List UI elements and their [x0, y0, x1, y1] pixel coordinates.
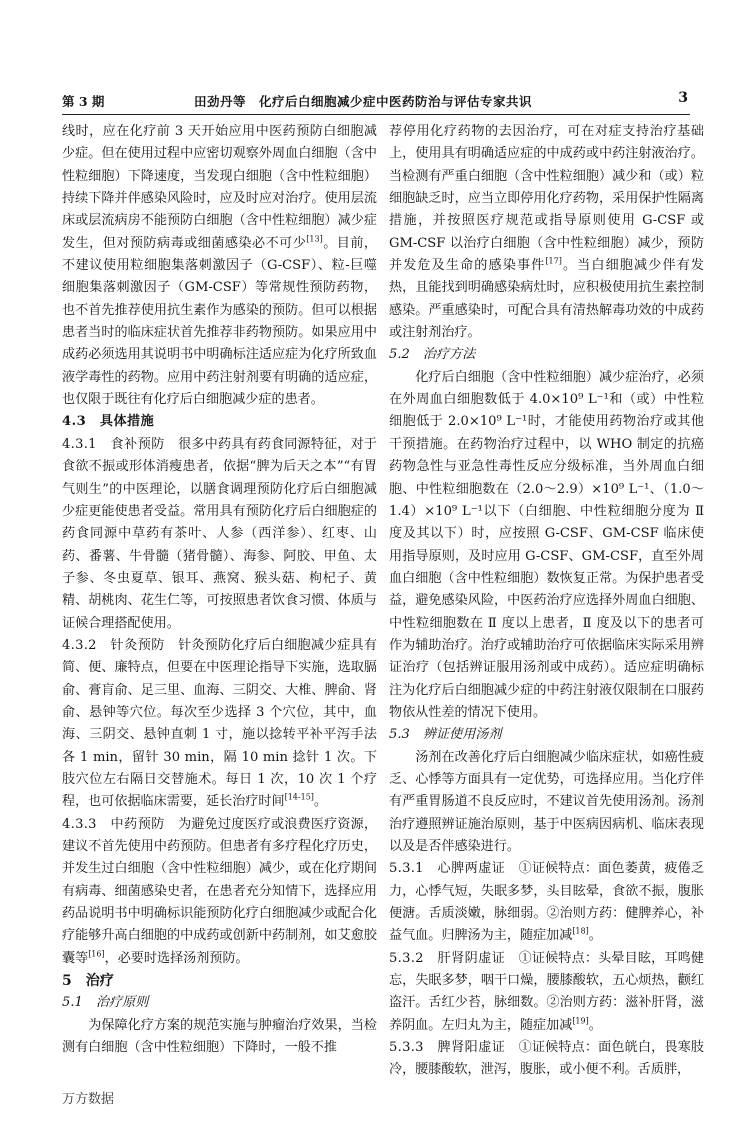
running-header	[62, 89, 690, 111]
paragraph-5-1: 为保障化疗方案的规范实施与肿瘤治疗效果，当检测有白细胞（含中性粒细胞）下降时，一般不推	[62, 1017, 377, 1056]
citation: [13]	[306, 234, 323, 244]
paragraph-5-3: 汤剂在改善化疗后白细胞减少临床症状，如癌性疲乏、心悸等方面具有一定优势，可选择应用。当化疗伴有严重胃肠道不良反应时，不建议首先使用汤剂。汤剂治疗遵照辨证施治原则，基于中医病因病机、临床表现以及是否伴感染进行。	[389, 749, 704, 854]
section-heading-5-3: 5.3 辨证使用汤剂	[389, 727, 502, 743]
subsection-heading-5-3-1: 5.3.1 心脾两虚证	[389, 861, 506, 877]
section-heading-5-2: 5.2 治疗方法	[389, 347, 476, 363]
citation: [18]	[572, 927, 589, 937]
subsection-heading-4-3-1: 4.3.1 食补预防	[62, 436, 165, 452]
citation: [17]	[545, 256, 562, 266]
citation: [19]	[572, 1016, 589, 1026]
paragraph-5-3-1: 5.3.1 心脾两虚证 ①证候特点：面色萎黄，疲倦乏力，心悸气短，失眠多梦，头目眩晕，食欲不振，腹胀便溏。舌质淡嫩，脉细弱。②治则方药：健脾养心，补益气血。归脾汤为主，随症加减[18]。	[389, 861, 705, 944]
left-column	[62, 121, 377, 1059]
issue-label: 第 3 期	[62, 94, 105, 109]
paragraph-4-3-1: 4.3.1 食补预防 很多中药具有药食同源特征，对于食欲不振或形体消瘦患者，依据“脾为后天之本”“有胃气则生”的中医理论，以膳食调理预防化疗后白细胞减少症更能使患者受益。常用具有预防化疗后白细胞症的药食同源中草药有茶叶、人参（西洋参）、红枣、山药、番薯、牛骨髓（猪骨髓）、海参、阿胶、甲鱼、太子参、冬虫夏草、银耳、燕窝、猴头菇、枸杞子、黄精、胡桃肉、花生仁等，可按照患者饮食习惯、体质与证候合理搭配使用。	[62, 436, 377, 631]
paragraph-5-3-3: 5.3.3 脾肾阳虚证 ①证候特点：面色㿠白，畏寒肢冷，腰膝酸软，泄泻，腹胀，或小便不利。舌质胖，	[389, 1040, 705, 1078]
section-heading-4-3: 4.3 具体措施	[62, 414, 155, 430]
watermark-footer: 万方数据	[62, 1092, 115, 1107]
subsection-heading-5-3-2: 5.3.2 肝肾阴虚证	[389, 950, 506, 966]
running-title: 田劲丹等 化疗后白细胞减少症中医药防治与评估专家共识	[194, 94, 533, 109]
section-heading-5-1: 5.1 治疗原则	[62, 995, 149, 1011]
subsection-heading-5-3-3: 5.3.3 脾肾阳虚证	[389, 1040, 506, 1056]
citation: [14-15]	[284, 792, 314, 802]
paragraph-4-3-3: 4.3.3 中药预防 为避免过度医疗或浪费医疗资源，建议不首先使用中药预防。但患者有多疗程化疗历史，并发生过白细胞（含中性粒细胞）减少，或在化疗期间有病毒、细菌感染史者，在患者充分知情下，选择应用药品说明书中明确标识能预防化疗白细胞减少或配合化疗能够升高白细胞的中成药或创新中药制剂，如艾愈胶囊等[16]，必要时选择汤剂预防。	[62, 816, 377, 966]
paragraph-5-1-cont: 荐停用化疗药物的去因治疗，可在对症支持治疗基础上，使用具有明确适应症的中成药或中药注射液治疗。当检测有严重白细胞（含中性粒细胞）减少和（或）粒细胞缺乏时，应当立即停用化疗药物，采用保护性隔离措施，并按照医疗规范或指导原则使用 G-CSF 或 GM-CSF 以治疗白细胞（含中性粒细胞）减少，预防并发危及生命的感染事件[17]。当白细胞减少伴有发热，且能找到明确感染病灶时，应积极使用抗生素控制感染。严重感染时，可配合具有清热解毒功效的中成药或注射剂治疗。	[389, 124, 705, 341]
paragraph-4-3-2: 4.3.2 针灸预防 针灸预防化疗后白细胞减少症具有简、便、廉特点，但要在中医理论指导下实施，选取膈俞、膏肓俞、足三里、血海、三阴交、大椎、脾俞、肾俞、悬钟等穴位。每次至少选择 3 个穴位，其中，血海、三阴交、悬钟直刺 1 寸，施以捻转平补平泻手法各 1 min，留针 30 min，隔 10 min 捻针 1 次。下肢穴位左右隔日交替施术。每日 1 次，10 次 1 个疗程，也可依据临床需要，延长治疗时间[14-15]。	[62, 637, 377, 810]
section-heading-5: 5 治疗	[62, 973, 114, 990]
right-column	[389, 121, 704, 1082]
subsection-heading-4-3-3: 4.3.3 中药预防	[62, 816, 165, 832]
paragraph-prevention-intro: 线时，应在化疗前 3 天开始应用中医药预防白细胞减少症。但在使用过程中应密切观察外周血白细胞（含中性粒细胞）下降速度，当发现白细胞（含中性粒细胞）持续下降并伴感染风险时，应及时应对治疗。使用层流床或层流病房不能预防白细胞（含中性粒细胞）减少症发生，但对预防病毒或细菌感染必不可少[13]。目前，不建议使用粒细胞集落刺激因子（G-CSF）、粒-巨噬细胞集落刺激因子（GM-CSF）等常规性预防药物，也不首先推荐使用抗生素作为感染的预防。但可以根据患者当时的临床症状首先推荐非药物预防。如果应用中成药必须选用其说明书中明确标注适应症为化疗所致血液学毒性的药物。应用中药注射剂要有明确的适应症，也仅限于既往有化疗后白细胞减少症的患者。	[62, 124, 378, 408]
subsection-heading-4-3-2: 4.3.2 针灸预防	[62, 637, 165, 653]
paragraph-5-2: 化疗后白细胞（含中性粒细胞）减少症治疗，必须在外周血白细胞数低于 4.0×10⁹ L⁻¹和（或）中性粒细胞低于 2.0×10⁹ L⁻¹时，才能使用药物治疗或其他干预措施。在药物治疗过程中，以 WHO 制定的抗癌药物急性与亚急性毒性反应分级标准，当外周血白细胞、中性粒细胞数在（2.0～2.9）×10⁹ L⁻¹、（1.0～1.4）×10⁹ L⁻¹以下（白细胞、中性粒细胞分度为 Ⅱ 度及其以下）时，应按照 G-CSF、GM-CSF 临床使用指导原则，及时应用 G-CSF、GM-CSF，直至外周血白细胞（含中性粒细胞）数恢复正常。为保护患者受益，避免感染风险，中医药治疗应选择外周血白细胞、中性粒细胞数在 Ⅱ 度以上患者，Ⅱ 度及以下的患者可作为辅助治疗。治疗或辅助治疗可依据临床实际采用辨证治疗（包括辨证服用汤剂或中成药）。适应症明确标注为化疗后白细胞减少症的中药注射液仅限制在口服药物依从性差的情况下使用。	[389, 369, 704, 720]
citation: [16]	[88, 949, 105, 959]
page-number: 3	[678, 90, 688, 106]
header-rule	[62, 114, 690, 115]
paragraph-5-3-2: 5.3.2 肝肾阴虚证 ①证候特点：头晕目眩，耳鸣健忘，失眠多梦，咽干口燥，腰膝酸软，五心烦热，颧红盗汗。舌红少苔，脉细数。②治则方药：滋补肝肾，滋养阴血。左归丸为主，随症加减[19]。	[389, 950, 705, 1033]
